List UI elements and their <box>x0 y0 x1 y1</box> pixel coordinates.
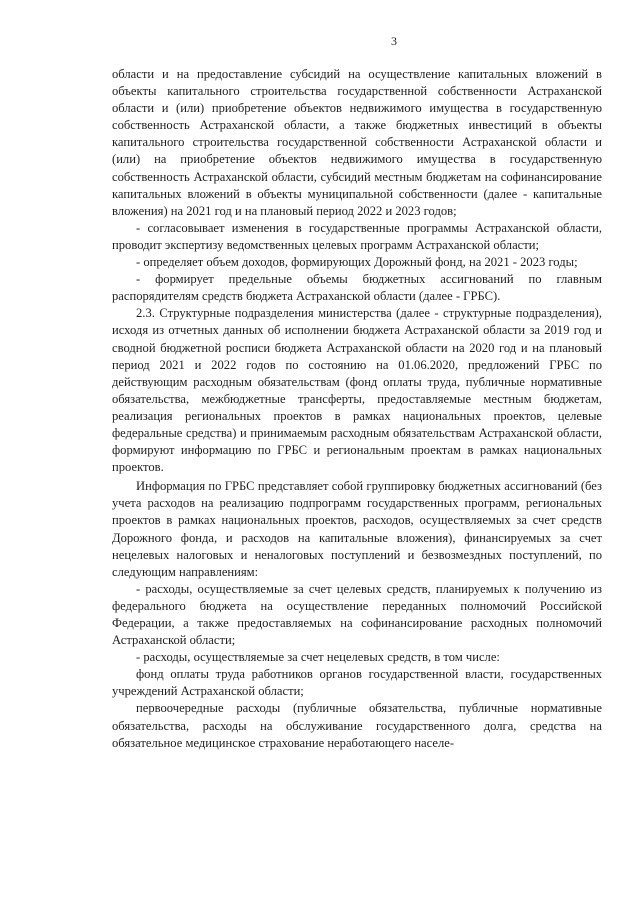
paragraph: первоочередные расходы (публичные обязательства, публичные нормативные обязательства, расходы на обслуживание государственного долга, средства на обязательное медицинское страхование неработающего населе- <box>112 701 602 750</box>
paragraph: - расходы, осуществляемые за счет нецелевых средств, в том числе: <box>136 650 500 665</box>
page-number: 3 <box>391 34 397 48</box>
document-body <box>112 66 602 752</box>
paragraph: 2.3. Структурные подразделения министерства (далее - структурные подразделения), исходя из отчетных данных об исполнении бюджета Астраханской области за 2019 год и сводной бюджетной росписи бюджета Астраханской области на 2020 год и на плановый период 2021 и 2022 годов по состоянию на 01.06.2020, предложений ГРБС по действующим расходным обязательствам (фонд оплаты труда, публичные нормативные обязательства, межбюджетные трансферты, предоставляемые местным бюджетам, реализация региональных проектов в рамках национальных проектов, целевые федеральные средства) и принимаемым расходным обязательствам Астраханской области, формируют информацию по ГРБС и региональным проектам в рамках национальных проектов. <box>112 306 602 475</box>
paragraph: - расходы, осуществляемые за счет целевых средств, планируемых к получению из федерального бюджета на осуществление переданных полномочий Российской Федерации, а также предоставляемых на софинансирование расходных полномочий Астраханской области; <box>112 581 602 648</box>
paragraph: Информация по ГРБС представляет собой группировку бюджетных ассигнований (без учета расходов на реализацию подпрограмм государственных программ, региональных проектов в рамках национальных проектов, расходов, осуществляемых за счет средств Дорожного фонда, и расходов на капитальные вложения), финансируемых за счет нецелевых налоговых и неналоговых поступлений и безвозмездных поступлений, по следующим направлениям: <box>112 479 602 579</box>
paragraph: - согласовывает изменения в государственные программы Астраханской области, проводит экспертизу ведомственных целевых программ Астраханской области; <box>112 220 602 252</box>
paragraph: фонд оплаты труда работников органов государственной власти, государственных учреждений Астраханской области; <box>112 667 602 699</box>
paragraph: области и на предоставление субсидий на осуществление капитальных вложений в объекты капитального строительства государственной собственности Астраханской области и (или) приобретение объектов недвижимого имущества в государственную собственность Астраханской области, а также бюджетных инвестиций в объекты капитального строительства государственной собственности Астраханской области и (или) на приобретение объектов недвижимого имущества в государственную собственность Астраханской области, субсидий местным бюджетам на софинансирование капитальных вложений в объекты муниципальной собственности (далее - капитальные вложения) на 2021 год и на плановый период 2022 и 2023 годов; <box>112 67 602 218</box>
paragraph: - определяет объем доходов, формирующих Дорожный фонд, на 2021 - 2023 годы; <box>136 255 578 270</box>
paragraph: - формирует предельные объемы бюджетных ассигнований по главным распорядителям средств бюджета Астраханской области (далее - ГРБС). <box>112 272 602 304</box>
